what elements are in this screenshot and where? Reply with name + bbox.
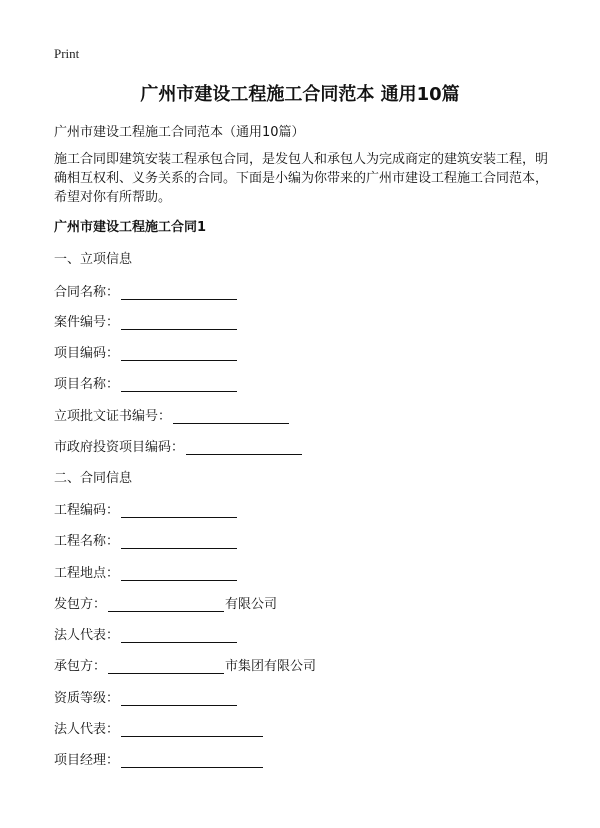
blank-line: [121, 533, 237, 549]
field-label: 法人代表：: [54, 628, 120, 643]
field-label: 合同名称：: [54, 285, 120, 300]
blank-line: [121, 376, 237, 392]
blank-line: [121, 565, 237, 581]
field-suffix: 市集团有限公司: [225, 659, 317, 674]
field-suffix: 有限公司: [225, 597, 278, 612]
field-label: 项目名称：: [54, 377, 120, 392]
blank-line: [121, 314, 237, 330]
field-label: 资质等级：: [54, 691, 120, 706]
print-link[interactable]: Print: [54, 46, 80, 61]
field-label: 工程地点：: [54, 566, 120, 581]
field-project-number: [54, 499, 237, 518]
field-qualification-grade: [54, 687, 237, 706]
field-legal-representative: [54, 624, 237, 643]
document-subtitle: 广州市建设工程施工合同范本（通用10篇）: [54, 125, 305, 140]
field-project-name: [54, 373, 237, 392]
field-label: 立项批文证书编号：: [54, 409, 172, 424]
blank-line: [121, 690, 237, 706]
field-employer: [54, 593, 277, 612]
field-label: 项目编码：: [54, 346, 120, 361]
field-label: 法人代表：: [54, 722, 120, 737]
part2-label: 二、合同信息: [54, 471, 133, 486]
blank-line: [173, 408, 289, 424]
field-label: 市政府投资项目编码：: [54, 440, 185, 455]
field-project-code: [54, 342, 237, 361]
field-label: 承包方：: [54, 659, 107, 674]
blank-line: [186, 439, 302, 455]
field-label: 工程编码：: [54, 503, 120, 518]
field-label: 案件编号：: [54, 315, 120, 330]
field-contractor: [54, 655, 316, 674]
field-project-location: [54, 562, 237, 581]
blank-line: [121, 345, 237, 361]
field-case-number: [54, 311, 237, 330]
blank-line: [121, 502, 237, 518]
field-label: 项目经理：: [54, 753, 120, 768]
field-label: 发包方：: [54, 597, 107, 612]
section-heading: 广州市建设工程施工合同1: [54, 220, 207, 235]
blank-line: [121, 284, 237, 300]
field-legal-representative-2: [54, 718, 263, 737]
blank-line: [121, 721, 263, 737]
field-project-manager: [54, 749, 263, 768]
blank-line: [108, 658, 224, 674]
field-investment-code: [54, 436, 302, 455]
blank-line: [121, 627, 237, 643]
page-title: 广州市建设工程施工合同范本 通用10篇: [140, 84, 460, 105]
intro-paragraph: 施工合同即建筑安装工程承包合同，是发包人和承包人为完成商定的建筑安装工程，明确相互权利、义务关系的合同。下面是小编为你带来的广州市建设工程施工合同范本，希望对你有所帮助。: [54, 152, 549, 205]
blank-line: [121, 752, 263, 768]
field-label: 工程名称：: [54, 534, 120, 549]
field-contract-name: [54, 281, 237, 300]
field-project-title: [54, 530, 237, 549]
field-approval-number: [54, 405, 289, 424]
blank-line: [108, 596, 224, 612]
part1-label: 一、立项信息: [54, 252, 133, 267]
